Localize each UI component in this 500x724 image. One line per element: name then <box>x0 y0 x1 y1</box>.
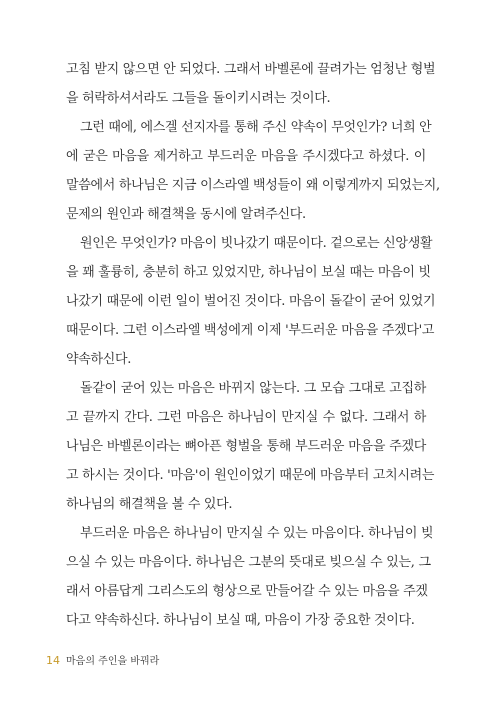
text-line: 약속하신다. <box>66 352 132 367</box>
text-line: 래서 아름답게 그리스도의 형상으로 만들어갈 수 있는 마음을 주겠 <box>66 584 428 599</box>
page-number: 14 <box>46 654 60 667</box>
text-line: 나갔기 때문에 이런 일이 벌어진 것이다. 마음이 돌같이 굳어 있었기 <box>66 294 436 309</box>
text-line: 나님은 바벨론이라는 뼈아픈 형벌을 통해 부드러운 마음을 주겠다 <box>66 439 426 454</box>
text-line: 말씀에서 하나님은 지금 이스라엘 백성들이 왜 이렇게까지 되었는지, <box>66 178 440 193</box>
text-line: 으실 수 있는 마음이다. 하나님은 그분의 뜻대로 빚으실 수 있는, 그 <box>66 555 431 570</box>
text-line: 에 굳은 마음을 제거하고 부드러운 마음을 주시겠다고 하셨다. 이 <box>66 149 426 164</box>
text-line: 그런 때에, 에스겔 선지자를 통해 주신 약속이 무엇인가? 너희 안 <box>80 120 432 135</box>
text-line: 고 하시는 것이다. '마음'이 원인이었기 때문에 마음부터 고치시려는 <box>66 468 435 483</box>
text-line: 을 꽤 훌륭히, 충분히 하고 있었지만, 하나님이 보실 때는 마음이 빗 <box>66 265 431 280</box>
text-line: 을 허락하셔서라도 그들을 돌이키시려는 것이다. <box>66 91 331 106</box>
text-line: 원인은 무엇인가? 마음이 빗나갔기 때문이다. 겉으로는 신앙생활 <box>80 236 433 251</box>
page-footer <box>46 653 159 669</box>
text-line: 부드러운 마음은 하나님이 만지실 수 있는 마음이다. 하나님이 빚 <box>80 526 434 541</box>
running-title: 마음의 주인을 바꿔라 <box>66 656 160 667</box>
text-line: 때문이다. 그런 이스라엘 백성에게 이제 '부드러운 마음을 주겠다'고 <box>66 323 435 338</box>
text-line: 하나님의 해결책을 볼 수 있다. <box>66 497 233 512</box>
text-line: 다고 약속하신다. 하나님이 보실 때, 마음이 가장 중요한 것이다. <box>66 613 415 628</box>
text-line: 고침 받지 않으면 안 되었다. 그래서 바벨론에 끌려가는 엄청난 형벌 <box>66 62 436 77</box>
text-line: 고 끝까지 간다. 그런 마음은 하나님이 만지실 수 없다. 그래서 하 <box>66 410 426 425</box>
text-line: 돌같이 굳어 있는 마음은 바뀌지 않는다. 그 모습 그대로 고집하 <box>80 381 426 396</box>
text-line: 문제의 원인과 해결책을 동시에 알려주신다. <box>66 207 306 222</box>
